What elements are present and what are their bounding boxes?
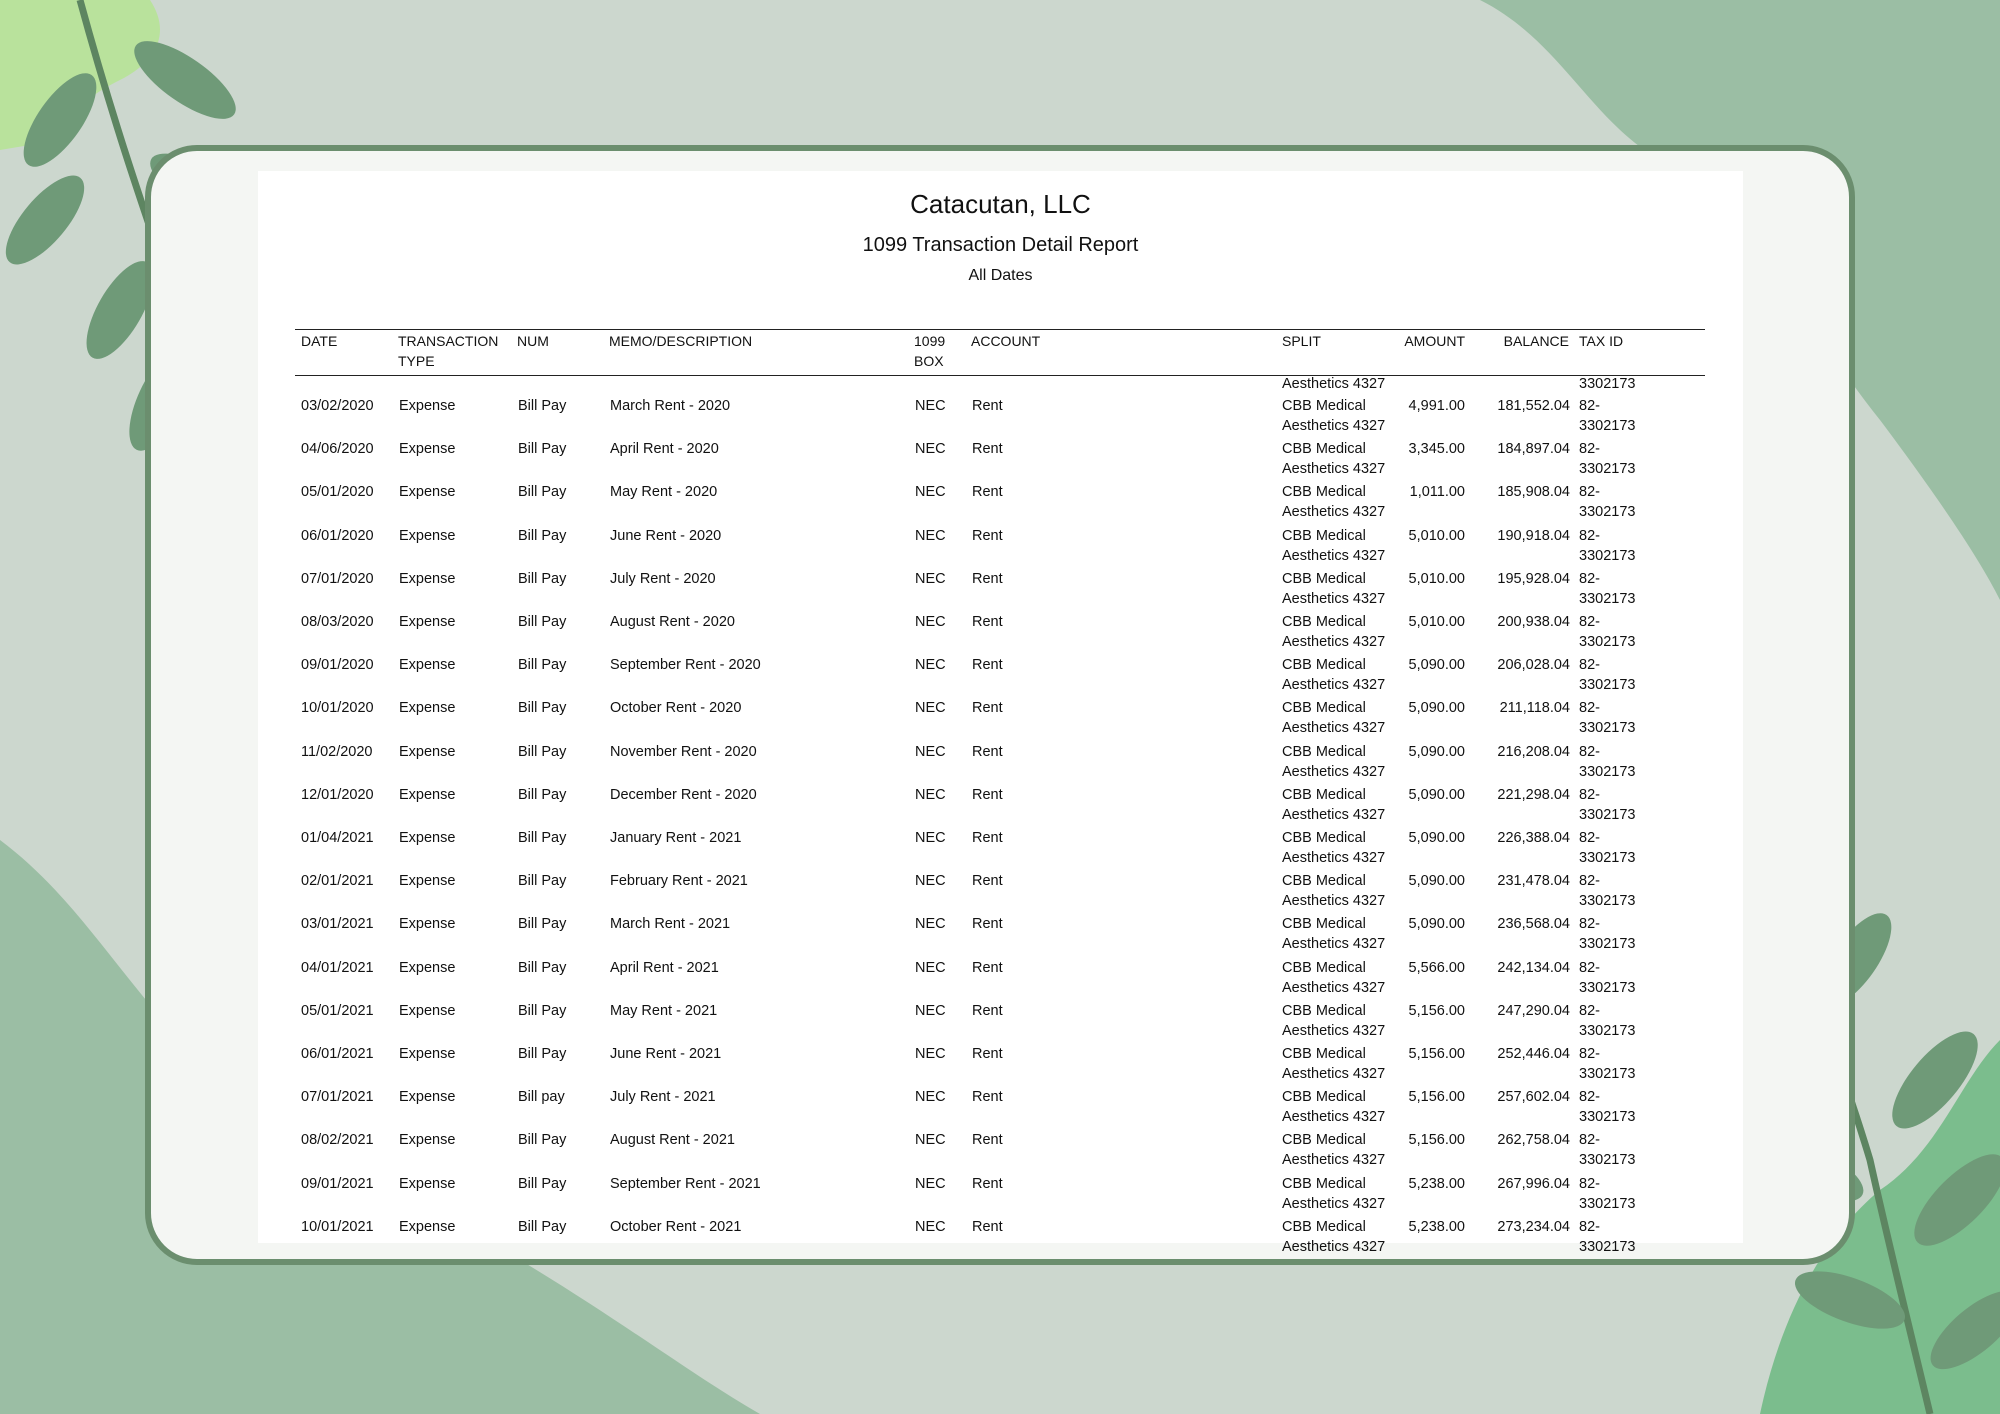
cell-type: Expense [399,614,456,630]
cell-tax-id-line-2: 3302173 [1579,720,1636,737]
cell-split-line-2: Aesthetics 4327 [1282,590,1386,607]
cell-account: Rent [972,570,1003,587]
cell-1099-box: NEC [915,527,946,544]
cell-memo: August Rent - 2020 [610,614,735,630]
cell-amount: 5,090.00 [1408,657,1465,674]
cell-balance: 231,478.04 [1497,873,1570,890]
cell-num: Bill Pay [518,959,567,976]
cell-split-line-2: Aesthetics 4327 [1282,893,1386,910]
cell-num: Bill Pay [518,916,567,933]
cell-account: Rent [972,1089,1003,1106]
cell-account: Rent [972,657,1003,674]
cell-split-line-1: CBB Medical [1282,441,1366,458]
cell-amount: 5,090.00 [1408,830,1465,846]
cell-1099-box: NEC [915,614,946,630]
cell-split-line-1: CBB Medical [1282,786,1366,803]
cell-split-line-2: Aesthetics 4327 [1282,504,1386,521]
cell-balance: 195,928.04 [1497,570,1570,587]
cell-date: 08/03/2020 [301,614,374,630]
col-1099-box [914,331,945,371]
cell-balance: 257,602.04 [1497,1089,1570,1106]
cell-tax-id-line-1: 82- [1579,1175,1600,1192]
cell-1099-box: NEC [915,1046,946,1062]
cell-split-line-2: Aesthetics 4327 [1282,1109,1386,1126]
cell-date: 06/01/2021 [301,1046,374,1062]
cell-memo: June Rent - 2021 [610,1046,722,1062]
cell-1099-box: NEC [915,916,946,933]
cell-split-line-2: Aesthetics 4327 [1282,418,1386,434]
cell-amount: 4,991.00 [1408,398,1465,414]
cell-balance: 206,028.04 [1497,657,1570,674]
cell-tax-id-line-2: 3302173 [1579,893,1636,910]
cell-split-line-2: Aesthetics 4327 [1282,1195,1386,1212]
cell-date: 06/01/2020 [301,527,374,544]
cell-1099-box: NEC [915,570,946,587]
cell-1099-box: NEC [915,657,946,674]
cell-memo: December Rent - 2020 [610,786,757,803]
cell-1099-box: NEC [915,441,946,458]
cell-memo: January Rent - 2021 [610,830,742,846]
cell-tax-id-line-1: 82- [1579,398,1600,414]
col-split: SPLIT [1282,333,1321,349]
cell-date: 12/01/2020 [301,786,374,803]
cell-amount: 5,010.00 [1408,614,1465,630]
cell-tax-id-line-2: 3302173 [1579,504,1636,521]
cell-amount: 5,090.00 [1408,916,1465,933]
cell-account: Rent [972,830,1003,846]
cell-balance: 211,118.04 [1499,700,1570,717]
table-row [258,526,1743,569]
cell-tax-id-line-2: 3302173 [1579,461,1636,478]
table-row [258,612,1743,655]
cell-tax-id-line-1: 82- [1579,1132,1600,1149]
cell-type: Expense [399,916,456,933]
cell-memo: July Rent - 2021 [610,1089,716,1106]
cell-type: Expense [399,1132,456,1149]
cell-num: Bill Pay [518,743,567,760]
cell-1099-box: NEC [915,1132,946,1149]
cell-num: Bill Pay [518,700,567,717]
cell-account: Rent [972,700,1003,717]
cell-type: Expense [399,830,456,846]
cell-balance: 247,290.04 [1497,1002,1570,1019]
cell-type: Expense [399,1218,456,1235]
cell-memo: March Rent - 2020 [610,398,731,414]
cell-account: Rent [972,743,1003,760]
cell-tax-id-line-1: 82- [1579,614,1600,630]
col-num: NUM [517,333,549,349]
table-row [258,396,1743,439]
cell-date: 09/01/2020 [301,657,374,674]
col-account: ACCOUNT [971,333,1041,349]
cell-tax-id-line-1: 82- [1579,1218,1600,1235]
cell-split-line-1: CBB Medical [1282,527,1366,544]
cell-tax-id-line-1: 82- [1579,1046,1600,1062]
cell-account: Rent [972,873,1003,890]
report-period: All Dates [968,267,1033,284]
col-memo: MEMO/DESCRIPTION [609,333,753,349]
carryover-split: Aesthetics 4327 [1282,376,1386,392]
cell-split-line-1: CBB Medical [1282,873,1366,890]
cell-split-line-2: Aesthetics 4327 [1282,634,1386,650]
cell-split-line-2: Aesthetics 4327 [1282,677,1386,694]
cell-amount: 5,238.00 [1408,1175,1465,1192]
cell-balance: 226,388.04 [1497,830,1570,846]
cell-type: Expense [399,657,456,674]
cell-memo: February Rent - 2021 [610,873,748,890]
cell-account: Rent [972,959,1003,976]
cell-1099-box: NEC [915,484,946,501]
cell-split-line-1: CBB Medical [1282,916,1366,933]
cell-tax-id-line-2: 3302173 [1579,547,1636,564]
cell-1099-box: NEC [915,1002,946,1019]
cell-split-line-2: Aesthetics 4327 [1282,461,1386,478]
cell-num: Bill Pay [518,614,567,630]
cell-amount: 5,090.00 [1408,786,1465,803]
cell-memo: May Rent - 2021 [610,1002,718,1019]
table-row [258,742,1743,785]
table-row [258,655,1743,698]
table-row [258,698,1743,741]
cell-date: 05/01/2021 [301,1002,374,1019]
cell-tax-id-line-1: 82- [1579,527,1600,544]
table-row [258,828,1743,871]
cell-type: Expense [399,1175,456,1192]
cell-tax-id-line-1: 82- [1579,570,1600,587]
cell-tax-id-line-2: 3302173 [1579,1022,1636,1039]
table-row [258,569,1743,612]
cell-type: Expense [399,1002,456,1019]
cell-split-line-2: Aesthetics 4327 [1282,979,1386,996]
cell-tax-id-line-1: 82- [1579,657,1600,674]
cell-type: Expense [399,1046,456,1062]
cell-type: Expense [399,441,456,458]
cell-date: 07/01/2020 [301,570,374,587]
table-row [258,958,1743,1001]
table-row [258,1130,1743,1173]
cell-num: Bill Pay [518,1132,567,1149]
cell-date: 09/01/2021 [301,1175,374,1192]
cell-tax-id-line-2: 3302173 [1579,850,1636,866]
cell-1099-box: NEC [915,959,946,976]
cell-memo: June Rent - 2020 [610,527,722,544]
report-page [258,171,1743,1255]
cell-tax-id-line-2: 3302173 [1579,1152,1636,1169]
cell-memo: July Rent - 2020 [610,570,716,587]
cell-amount: 5,156.00 [1408,1046,1465,1062]
cell-amount: 3,345.00 [1408,441,1465,458]
cell-split-line-2: Aesthetics 4327 [1282,720,1386,737]
cell-num: Bill Pay [518,830,567,846]
table-row [258,785,1743,828]
cell-date: 01/04/2021 [301,830,374,846]
cell-memo: November Rent - 2020 [610,743,757,760]
cell-balance: 181,552.04 [1497,398,1570,414]
cell-memo: September Rent - 2020 [610,657,761,674]
cell-type: Expense [399,743,456,760]
cell-balance: 242,134.04 [1497,959,1570,976]
cell-type: Expense [399,959,456,976]
cell-type: Expense [399,484,456,501]
cell-memo: October Rent - 2020 [610,700,742,717]
cell-account: Rent [972,1046,1003,1062]
cell-split-line-1: CBB Medical [1282,657,1366,674]
cell-split-line-2: Aesthetics 4327 [1282,1238,1386,1255]
cell-tax-id-line-2: 3302173 [1579,806,1636,823]
cell-tax-id-line-2: 3302173 [1579,677,1636,694]
cell-type: Expense [399,398,456,414]
cell-amount: 5,090.00 [1408,700,1465,717]
carryover-tax-id: 3302173 [1579,376,1636,392]
table-row [258,439,1743,482]
cell-1099-box: NEC [915,830,946,846]
cell-date: 04/01/2021 [301,959,374,976]
cell-date: 05/01/2020 [301,484,374,501]
cell-balance: 273,234.04 [1497,1218,1570,1235]
cell-amount: 5,566.00 [1408,959,1465,976]
cell-memo: August Rent - 2021 [610,1132,735,1149]
cell-num: Bill Pay [518,873,567,890]
cell-tax-id-line-1: 82- [1579,743,1600,760]
cell-account: Rent [972,786,1003,803]
col-type [398,331,498,371]
cell-1099-box: NEC [915,873,946,890]
cell-amount: 5,238.00 [1408,1218,1465,1235]
cell-tax-id-line-1: 82- [1579,830,1600,846]
cell-date: 03/02/2020 [301,398,374,414]
cell-split-line-2: Aesthetics 4327 [1282,806,1386,823]
cell-date: 02/01/2021 [301,873,374,890]
cell-tax-id-line-1: 82- [1579,441,1600,458]
cell-amount: 5,156.00 [1408,1132,1465,1149]
table-row [258,871,1743,914]
cell-account: Rent [972,1218,1003,1235]
cell-split-line-2: Aesthetics 4327 [1282,763,1386,780]
cell-num: Bill Pay [518,657,567,674]
col-tax-id: TAX ID [1579,333,1624,349]
cell-split-line-1: CBB Medical [1282,1175,1366,1192]
cell-num: Bill Pay [518,527,567,544]
cell-tax-id-line-2: 3302173 [1579,1109,1636,1126]
cell-date: 11/02/2020 [301,743,373,760]
col-type-line-2: TYPE [398,353,435,369]
cell-split-line-2: Aesthetics 4327 [1282,850,1386,866]
cell-amount: 5,090.00 [1408,873,1465,890]
cell-split-line-1: CBB Medical [1282,959,1366,976]
cell-split-line-2: Aesthetics 4327 [1282,1022,1386,1039]
cell-date: 04/06/2020 [301,441,374,458]
cell-type: Expense [399,570,456,587]
cell-amount: 1,011.00 [1409,484,1465,501]
cell-type: Expense [399,527,456,544]
cell-date: 10/01/2021 [301,1218,374,1235]
cell-date: 08/02/2021 [301,1132,374,1149]
cell-balance: 221,298.04 [1497,786,1570,803]
cell-balance: 236,568.04 [1497,916,1570,933]
cell-tax-id-line-2: 3302173 [1579,1195,1636,1212]
cell-split-line-1: CBB Medical [1282,614,1366,630]
cell-num: Bill Pay [518,1218,567,1235]
cell-1099-box: NEC [915,1089,946,1106]
cell-account: Rent [972,916,1003,933]
cell-type: Expense [399,873,456,890]
cell-split-line-1: CBB Medical [1282,570,1366,587]
cell-balance: 200,938.04 [1497,614,1570,630]
cell-tax-id-line-1: 82- [1579,873,1600,890]
company-name: Catacutan, LLC [910,189,1091,219]
col-date: DATE [301,333,338,349]
cell-split-line-1: CBB Medical [1282,830,1366,846]
cell-tax-id-line-1: 82- [1579,916,1600,933]
cell-split-line-1: CBB Medical [1282,484,1366,501]
cell-split-line-2: Aesthetics 4327 [1282,547,1386,564]
cell-date: 03/01/2021 [301,916,374,933]
cell-1099-box: NEC [915,1175,946,1192]
cell-amount: 5,090.00 [1408,743,1465,760]
table-header [295,329,1705,376]
cell-date: 10/01/2020 [301,700,374,717]
cell-amount: 5,010.00 [1408,527,1465,544]
cell-amount: 5,010.00 [1408,570,1465,587]
cell-split-line-1: CBB Medical [1282,1132,1366,1149]
cell-balance: 267,996.04 [1497,1175,1570,1192]
table-row [258,1217,1743,1260]
table-row [258,914,1743,957]
cell-amount: 5,156.00 [1408,1002,1465,1019]
cell-amount: 5,156.00 [1408,1089,1465,1106]
cell-balance: 216,208.04 [1497,743,1570,760]
cell-memo: May Rent - 2020 [610,484,718,501]
cell-1099-box: NEC [915,398,946,414]
cell-split-line-1: CBB Medical [1282,1218,1366,1235]
report-title: 1099 Transaction Detail Report [862,234,1139,256]
cell-balance: 262,758.04 [1497,1132,1570,1149]
cell-1099-box: NEC [915,743,946,760]
cell-tax-id-line-2: 3302173 [1579,634,1636,650]
cell-tax-id-line-1: 82- [1579,700,1600,717]
cell-account: Rent [972,527,1003,544]
cell-tax-id-line-1: 82- [1579,959,1600,976]
cell-num: Bill Pay [518,441,567,458]
cell-num: Bill Pay [518,786,567,803]
cell-account: Rent [972,441,1003,458]
cell-type: Expense [399,786,456,803]
cell-balance: 252,446.04 [1497,1046,1570,1062]
cell-tax-id-line-1: 82- [1579,1002,1600,1019]
table-row [258,1001,1743,1044]
cell-1099-box: NEC [915,1218,946,1235]
cell-num: Bill Pay [518,1175,567,1192]
cell-split-line-1: CBB Medical [1282,398,1366,414]
cell-split-line-2: Aesthetics 4327 [1282,1152,1386,1169]
cell-account: Rent [972,614,1003,630]
table-row [258,1174,1743,1217]
col-balance: BALANCE [1503,333,1569,349]
cell-tax-id-line-2: 3302173 [1579,936,1636,953]
cell-split-line-2: Aesthetics 4327 [1282,936,1386,953]
cell-memo: April Rent - 2021 [610,959,719,976]
cell-account: Rent [972,484,1003,501]
cell-num: Bill Pay [518,484,567,501]
cell-tax-id-line-2: 3302173 [1579,763,1636,780]
cell-account: Rent [972,1132,1003,1149]
cell-type: Expense [399,700,456,717]
cell-split-line-1: CBB Medical [1282,1002,1366,1019]
table-row [258,1087,1743,1130]
cell-tax-id-line-1: 82- [1579,786,1600,803]
cell-memo: April Rent - 2020 [610,441,719,458]
col-amount: AMOUNT [1404,333,1465,349]
cell-balance: 190,918.04 [1497,527,1570,544]
cell-tax-id-line-1: 82- [1579,1089,1600,1106]
col-box-line-1: 1099 [914,333,946,349]
cell-type: Expense [399,1089,456,1106]
cell-tax-id-line-1: 82- [1579,484,1600,501]
cell-balance: 185,908.04 [1497,484,1570,501]
cell-split-line-2: Aesthetics 4327 [1282,1066,1386,1082]
cell-1099-box: NEC [915,786,946,803]
col-type-line-1: TRANSACTION [398,333,499,349]
cell-num: Bill pay [518,1089,565,1106]
col-box-line-2: BOX [914,353,944,369]
cell-num: Bill Pay [518,398,567,414]
cell-tax-id-line-2: 3302173 [1579,590,1636,607]
cell-tax-id-line-2: 3302173 [1579,979,1636,996]
cell-split-line-1: CBB Medical [1282,700,1366,717]
cell-num: Bill Pay [518,570,567,587]
cell-num: Bill Pay [518,1046,567,1062]
cell-account: Rent [972,1002,1003,1019]
cell-memo: September Rent - 2021 [610,1175,761,1192]
cell-split-line-1: CBB Medical [1282,1089,1366,1106]
cell-tax-id-line-2: 3302173 [1579,1066,1636,1082]
table-row [258,1044,1743,1087]
cell-account: Rent [972,398,1003,414]
cell-memo: March Rent - 2021 [610,916,731,933]
cell-date: 07/01/2021 [301,1089,374,1106]
cell-account: Rent [972,1175,1003,1192]
table-row [258,482,1743,525]
cell-memo: October Rent - 2021 [610,1218,742,1235]
cell-split-line-1: CBB Medical [1282,743,1366,760]
cell-tax-id-line-2: 3302173 [1579,1238,1636,1255]
cell-balance: 184,897.04 [1497,441,1570,458]
cell-split-line-1: CBB Medical [1282,1046,1366,1062]
cell-tax-id-line-2: 3302173 [1579,418,1636,434]
cell-num: Bill Pay [518,1002,567,1019]
cell-1099-box: NEC [915,700,946,717]
